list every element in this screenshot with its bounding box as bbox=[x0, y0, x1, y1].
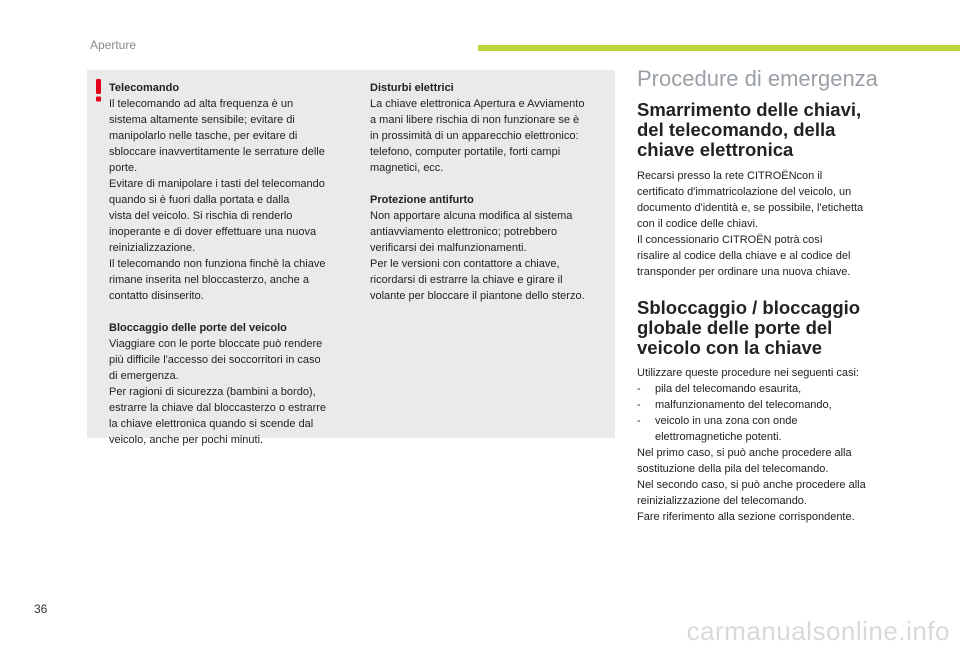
warning-block-antitheft bbox=[370, 192, 610, 304]
list-item: - veicolo in una zona con onde elettromagnetiche potenti. bbox=[637, 413, 907, 445]
section-label: Aperture bbox=[90, 38, 137, 52]
exclamation-icon bbox=[92, 78, 106, 102]
list-item: - malfunzionamento del telecomando, bbox=[637, 397, 907, 413]
warning-column-left bbox=[109, 80, 351, 464]
section-heading-text: Sbloccaggio / bloccaggio globale delle porte del veicolo con la chiave bbox=[637, 297, 861, 358]
block-title: Protezione antifurto bbox=[370, 194, 474, 206]
block-text: Viaggiare con le porte bloccate può rendere più difficile l'accesso dei soccorritori in caso di emergenza. Per ragioni di sicurezza (bambini a bordo), estrarre la chiave dal bloccasterzo o estrarre la chiave elettronica quando si scende dal veicolo, anche per pochi minuti. bbox=[109, 338, 327, 446]
page-title: Procedure di emergenza bbox=[637, 66, 878, 91]
warning-block-interference bbox=[370, 80, 610, 176]
section-text: Recarsi presso la rete CITROËNcon il certificato d'immatricolazione del veicolo, un documento d'identità e, se possibile, l'etichetta con il codice delle chiavi. Il concessionario CITROËN potrà così risalire al codice della chiave e al codice del transponder per ordinare una nuova chiave. bbox=[637, 170, 864, 278]
section-heading-text: Smarrimento delle chiavi, del telecomando, della chiave elettronica bbox=[637, 99, 862, 160]
warning-block-door-locking bbox=[109, 320, 351, 448]
section-accent-bar bbox=[478, 45, 960, 51]
section-body-lost-keys bbox=[637, 168, 897, 280]
block-title: Bloccaggio delle porte del veicolo bbox=[109, 322, 287, 334]
watermark: carmanualsonline.info bbox=[686, 616, 950, 646]
block-text: Non apportare alcuna modifica al sistema antiavviamento elettronico; potrebbero verificarsi dei malfunzionamenti. Per le versioni con contattore a chiave, ricordarsi di estrarre la chiave e girare il volante per bloccare il piantone dello sterzo. bbox=[370, 210, 585, 302]
block-text: La chiave elettronica Apertura e Avviamento a mani libere rischia di non funzionare se è in prossimità di un apparecchio elettronico: telefono, computer portatile, forti campi magnetici, ecc. bbox=[370, 98, 585, 174]
block-text: Il telecomando ad alta frequenza è un sistema altamente sensibile; evitare di manipolarlo nelle tasche, per evitare di sbloccare inavvertitamente le serrature delle porte. Evitare di manipolare i tasti del telecomando quando si è fuori dalla portata e dalla vista del veicolo. Si rischia di renderlo inoperante e di dover effettuare una nuova reinizializzazione. Il telecomando non funziona finchè la chiave rimane inserita nel bloccasterzo, anche a contatto disinserito. bbox=[109, 98, 326, 302]
list-item: - pila del telecomando esaurita, bbox=[637, 381, 907, 397]
section-heading-lost-keys bbox=[637, 100, 917, 160]
cases-list bbox=[637, 381, 907, 445]
block-title: Telecomando bbox=[109, 82, 180, 94]
section-intro: Utilizzare queste procedure nei seguenti casi: bbox=[637, 367, 859, 379]
warning-block-remote bbox=[109, 80, 351, 304]
warning-column-right bbox=[370, 80, 610, 320]
section-heading-unlock-lock bbox=[637, 298, 917, 358]
section-outro: Nel primo caso, si può anche procedere alla sostituzione della pila del telecomando. Nel secondo caso, si può anche procedere alla reinizializzazione del telecomando. Fare riferimento alla sezione corrispondente. bbox=[637, 447, 866, 523]
page-number: 36 bbox=[34, 602, 48, 616]
block-title: Disturbi elettrici bbox=[370, 82, 454, 94]
section-body-unlock-lock bbox=[637, 365, 907, 525]
